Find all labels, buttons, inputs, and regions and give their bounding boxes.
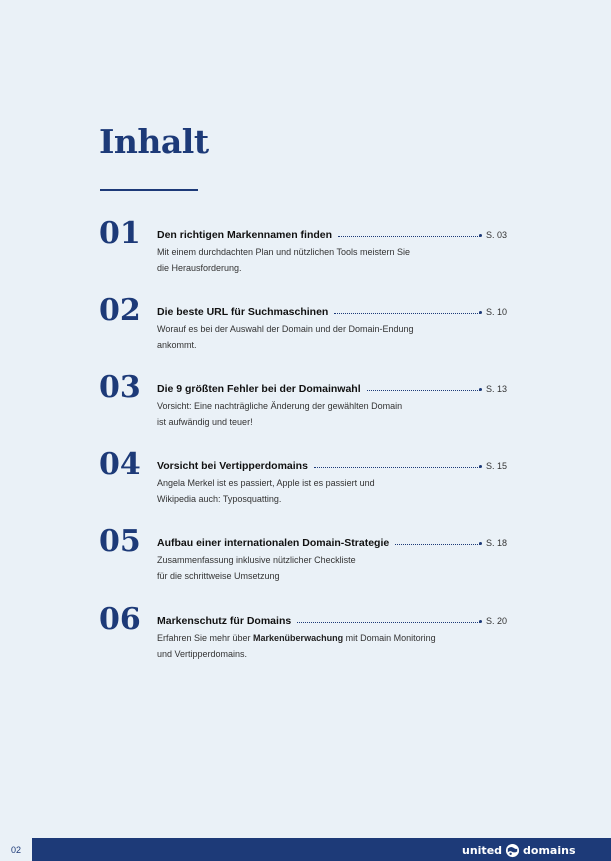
chapter-title[interactable]: Markenschutz für Domains bbox=[157, 615, 292, 627]
chapter-description bbox=[157, 476, 477, 507]
page-title: Inhalt bbox=[99, 122, 209, 161]
chapter-number: 05 bbox=[99, 524, 141, 559]
description-line: Mit einem durchdachten Plan und nützlichen Tools meistern Sie bbox=[157, 247, 410, 257]
description-line: Angela Merkel ist es passiert, Apple ist es passiert und bbox=[157, 478, 375, 488]
description-line: die Herausforderung. bbox=[157, 262, 242, 273]
chapter-description bbox=[157, 631, 477, 662]
chapter-number: 04 bbox=[99, 447, 141, 482]
chapter-title[interactable]: Aufbau einer internationalen Domain-Strategie bbox=[157, 537, 390, 549]
description-line: Vorsicht: Eine nachträgliche Änderung der gewählten Domain bbox=[157, 401, 403, 411]
description-line: für die schrittweise Umsetzung bbox=[157, 570, 280, 581]
description-line: Worauf es bei der Auswahl der Domain und der Domain-Endung bbox=[157, 324, 414, 334]
chapter-title[interactable]: Die 9 größten Fehler bei der Domainwahl bbox=[157, 383, 361, 395]
chapter-number: 02 bbox=[99, 293, 141, 328]
description-text: mit Domain Monitoring bbox=[343, 633, 436, 643]
dotted-leader bbox=[338, 236, 480, 237]
toc-entry-04[interactable] bbox=[0, 447, 611, 529]
globe-hand-icon bbox=[505, 843, 520, 858]
chapter-title[interactable]: Vorsicht bei Vertipperdomains bbox=[157, 460, 308, 472]
toc-entry-06[interactable] bbox=[0, 602, 611, 684]
chapter-description bbox=[157, 399, 477, 430]
toc-entry-01[interactable] bbox=[0, 216, 611, 298]
chapter-number: 01 bbox=[99, 216, 141, 251]
brand-logo[interactable] bbox=[462, 842, 576, 858]
dotted-leader bbox=[297, 622, 480, 623]
dotted-leader bbox=[367, 390, 480, 391]
chapter-number: 06 bbox=[99, 602, 141, 637]
chapter-title[interactable]: Den richtigen Markennamen finden bbox=[157, 229, 333, 241]
logo-text-right: domains bbox=[523, 843, 576, 857]
chapter-page: S. 03 bbox=[485, 230, 507, 240]
chapter-page: S. 18 bbox=[485, 538, 507, 548]
description-emphasis: Markenüberwachung bbox=[253, 633, 344, 643]
description-line: Zusammenfassung inklusive nützlicher Checkliste bbox=[157, 555, 356, 565]
logo-text-left: united bbox=[462, 843, 503, 857]
description-line: und Vertipperdomains. bbox=[157, 648, 248, 659]
description-line: ankommt. bbox=[157, 339, 197, 350]
chapter-page: S. 10 bbox=[485, 307, 507, 317]
toc-entry-02[interactable] bbox=[0, 293, 611, 375]
chapter-page: S. 20 bbox=[485, 616, 507, 626]
description-line: ist aufwändig und teuer! bbox=[157, 416, 253, 427]
toc-entry-03[interactable] bbox=[0, 370, 611, 452]
chapter-page: S. 15 bbox=[485, 461, 507, 471]
toc-entry-05[interactable] bbox=[0, 524, 611, 606]
description-text: Erfahren Sie mehr über bbox=[157, 633, 254, 643]
title-underline bbox=[100, 189, 198, 191]
description-line: Wikipedia auch: Typosquatting. bbox=[157, 493, 282, 504]
dotted-leader bbox=[395, 544, 480, 545]
chapter-number: 03 bbox=[99, 370, 141, 405]
chapter-description bbox=[157, 245, 477, 276]
chapter-title[interactable]: Die beste URL für Suchmaschinen bbox=[157, 306, 329, 318]
chapter-description bbox=[157, 553, 477, 584]
dotted-leader bbox=[334, 313, 480, 314]
footer-page-number: 02 bbox=[0, 838, 32, 861]
chapter-description bbox=[157, 322, 477, 353]
chapter-page: S. 13 bbox=[485, 384, 507, 394]
dotted-leader bbox=[314, 467, 480, 468]
